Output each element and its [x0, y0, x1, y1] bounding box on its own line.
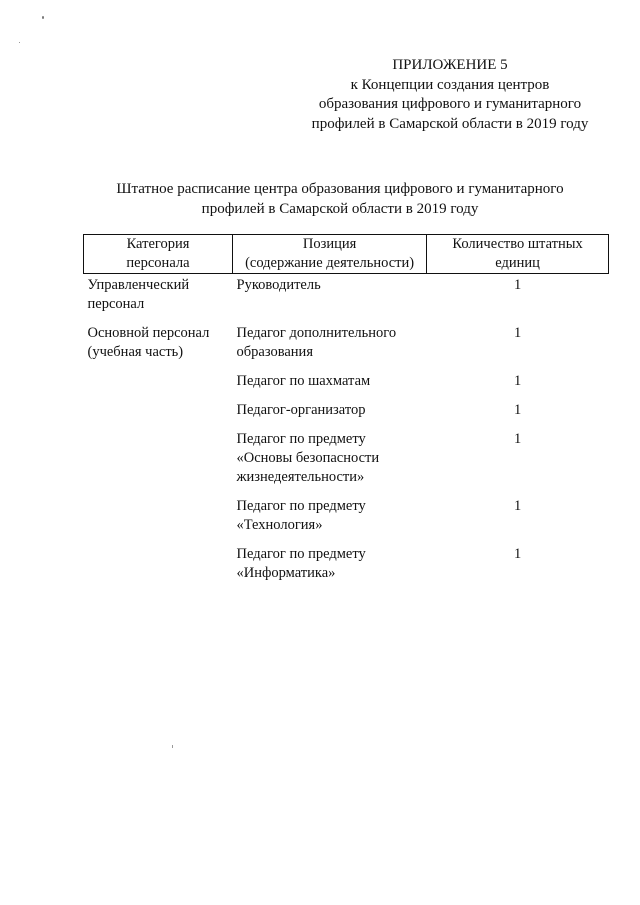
cell-count: 1: [513, 498, 522, 514]
cell-position-line: Руководитель: [236, 277, 321, 293]
table-row: [84, 401, 609, 430]
cell-position-line: жизнедеятельности»: [236, 469, 365, 485]
document-title: [60, 180, 620, 219]
appendix-line: профилей в Самарской области в 2019 году: [311, 115, 589, 132]
appendix-header: [290, 56, 610, 134]
cell-category-line: (учебная часть): [87, 344, 184, 360]
cell-count: 1: [513, 277, 522, 293]
cell-count: 1: [513, 431, 522, 447]
column-header-position: [233, 235, 427, 274]
cell-category: [84, 372, 233, 401]
cell-position-line: Педагог дополнительного: [236, 325, 397, 341]
cell-category: [84, 545, 233, 593]
scan-speck: [42, 16, 44, 19]
cell-position: [233, 372, 427, 401]
cell-position: [233, 430, 427, 497]
column-header-count: [427, 235, 609, 274]
table-row: [84, 372, 609, 401]
cell-position-line: Педагог по предмету: [236, 431, 366, 447]
document-title-line: Штатное расписание центра образования цифрового и гуманитарного: [116, 181, 564, 197]
column-header-category: [84, 235, 233, 274]
table-body: [84, 274, 609, 594]
cell-category: [84, 401, 233, 430]
cell-category: [84, 430, 233, 497]
cell-position-line: «Основы безопасности: [236, 450, 380, 466]
cell-count: 1: [513, 402, 522, 418]
cell-position-line: Педагог по предмету: [236, 546, 366, 562]
table-row: [84, 545, 609, 593]
cell-category-line: Управленческий: [87, 277, 190, 293]
cell-count: 1: [513, 373, 522, 389]
cell-category: [84, 274, 233, 325]
table-row: [84, 497, 609, 545]
cell-position-line: «Технология»: [236, 517, 323, 533]
cell-count: 1: [513, 546, 522, 562]
table-row: [84, 430, 609, 497]
cell-position: [233, 497, 427, 545]
appendix-line: к Концепции создания центров: [350, 76, 550, 93]
cell-category-line: Основной персонал: [87, 325, 210, 341]
cell-position: [233, 545, 427, 593]
cell-position-line: образования: [236, 344, 313, 360]
cell-category: [84, 324, 233, 372]
cell-position-line: Педагог-организатор: [236, 402, 366, 418]
column-header-text: персонала: [126, 255, 190, 271]
cell-position-line: Педагог по шахматам: [236, 373, 371, 389]
table-row: [84, 274, 609, 325]
cell-position-line: «Информатика»: [236, 565, 336, 581]
table-header-row: [84, 235, 609, 274]
cell-position: [233, 324, 427, 372]
scan-speck: [19, 42, 20, 43]
cell-category-line: персонал: [87, 296, 145, 312]
cell-count: 1: [513, 325, 522, 341]
appendix-number: ПРИЛОЖЕНИЕ 5: [392, 57, 508, 73]
column-header-text: единиц: [495, 255, 540, 271]
column-header-text: (содержание деятельности): [245, 255, 415, 271]
staff-table: [83, 234, 609, 593]
column-header-text: Категория: [126, 236, 190, 252]
cell-category: [84, 497, 233, 545]
column-header-text: Позиция: [302, 236, 357, 252]
cell-position: [233, 274, 427, 325]
appendix-line: образования цифрового и гуманитарного: [318, 96, 582, 112]
scan-mark: [172, 745, 173, 748]
cell-position: [233, 401, 427, 430]
column-header-text: Количество штатных: [452, 236, 583, 252]
cell-position-line: Педагог по предмету: [236, 498, 366, 514]
document-title-line: профилей в Самарской области в 2019 году: [201, 200, 479, 217]
table-row: [84, 324, 609, 372]
